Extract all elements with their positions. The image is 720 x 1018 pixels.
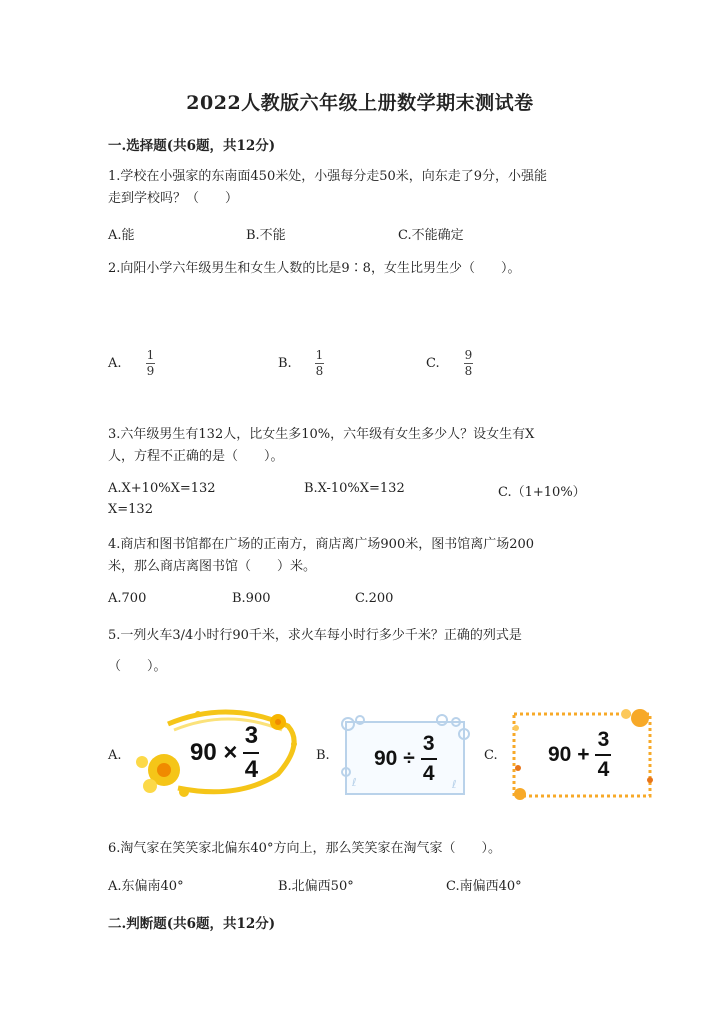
question-1-option-a: A.能 [108, 228, 135, 243]
question-3-option-b: B.X-10%X=132 [304, 481, 405, 496]
expression-fraction [421, 732, 437, 786]
question-4-line-1: 4.商店和图书馆都在广场的正南方，商店离广场900米，图书馆离广场200 [108, 537, 535, 552]
question-3-line-1: 3.六年级男生有132人，比女生多10%，六年级有女生多少人？设女生有X [108, 427, 535, 442]
fraction-denominator: 8 [464, 364, 473, 378]
fraction-denominator: 4 [422, 762, 435, 785]
expression-operand: 90 ÷ [374, 747, 415, 770]
fraction-numerator: 3 [244, 722, 259, 749]
fraction-bar [421, 758, 437, 760]
fraction-numerator: 3 [597, 728, 610, 751]
question-2-option-c-fraction [464, 349, 473, 378]
fraction-bar [243, 752, 259, 754]
question-4-line-2: 米，那么商店离图书馆（ ）米。 [108, 559, 317, 574]
question-4-option-a: A.700 [108, 591, 147, 606]
section-heading-choice: 一.选择题(共6题，共12分) [108, 138, 276, 154]
question-5-option-a-label: A. [108, 748, 122, 763]
question-2-option-b-label: B. [278, 356, 292, 371]
question-5-option-b-label: B. [316, 748, 330, 763]
expression-fraction [595, 728, 611, 782]
svg-text:ℓ: ℓ [452, 778, 457, 791]
option-a-image-card [128, 704, 306, 800]
expression-operand: 90 × [190, 739, 238, 766]
question-5-option-c-label: C. [484, 748, 498, 763]
question-2-option-a-fraction [146, 349, 155, 378]
section-heading-judgement: 二.判断题(共6题，共12分) [108, 916, 276, 932]
question-2-option-a-label: A. [108, 356, 122, 371]
fraction-denominator: 9 [146, 364, 155, 378]
question-3-line-2: 人，方程不正确的是（ ）。 [108, 449, 284, 464]
question-2-line-1: 2.向阳小学六年级男生和女生人数的比是9∶8，女生比男生少（ ）。 [108, 261, 521, 276]
page-title: 2022人教版六年级上册数学期末测试卷 [186, 92, 534, 114]
fraction-numerator: 1 [315, 348, 324, 362]
question-6-line-1: 6.淘气家在笑笑家北偏东40°方向上，那么笑笑家在淘气家（ ）。 [108, 841, 501, 856]
question-6-option-a: A.东偏南40° [108, 879, 184, 894]
question-3-option-a: A.X+10%X=132 [108, 481, 216, 496]
option-b-image-card [338, 712, 472, 800]
expression-fraction [243, 722, 259, 784]
fraction-numerator: 1 [146, 348, 155, 362]
question-1-option-c: C.不能确定 [398, 228, 464, 243]
svg-text:ℓ: ℓ [352, 776, 357, 789]
question-3-option-c: C.（1+10%） [498, 485, 586, 500]
question-2-option-c-label: C. [426, 356, 440, 371]
question-3-option-c-continued: X=132 [108, 502, 153, 517]
fraction-bar [595, 754, 611, 756]
fraction-denominator: 4 [244, 756, 259, 783]
fraction-denominator: 4 [597, 758, 610, 781]
expression-operand: 90 + [548, 743, 590, 766]
question-1-line-1: 1.学校在小强家的东南面450米处，小强每分走50米，向东走了9分，小强能 [108, 169, 548, 184]
question-4-option-b: B.900 [232, 591, 271, 606]
question-6-option-b: B.北偏西50° [278, 879, 354, 894]
question-5-line-2: （ ）。 [108, 659, 167, 674]
fraction-denominator: 8 [315, 364, 324, 378]
fraction-numerator: 9 [464, 348, 473, 362]
question-5-line-1: 5.一列火车3/4小时行90千米，求火车每小时行多少千米？正确的列式是 [108, 628, 522, 643]
question-1-line-2: 走到学校吗？（ ） [108, 191, 239, 206]
question-1-option-b: B.不能 [246, 228, 286, 243]
question-6-option-c: C.南偏西40° [446, 879, 522, 894]
question-2-option-b-fraction [315, 349, 324, 378]
question-4-option-c: C.200 [355, 591, 394, 606]
option-c-image-card [508, 708, 656, 802]
fraction-numerator: 3 [422, 732, 435, 755]
